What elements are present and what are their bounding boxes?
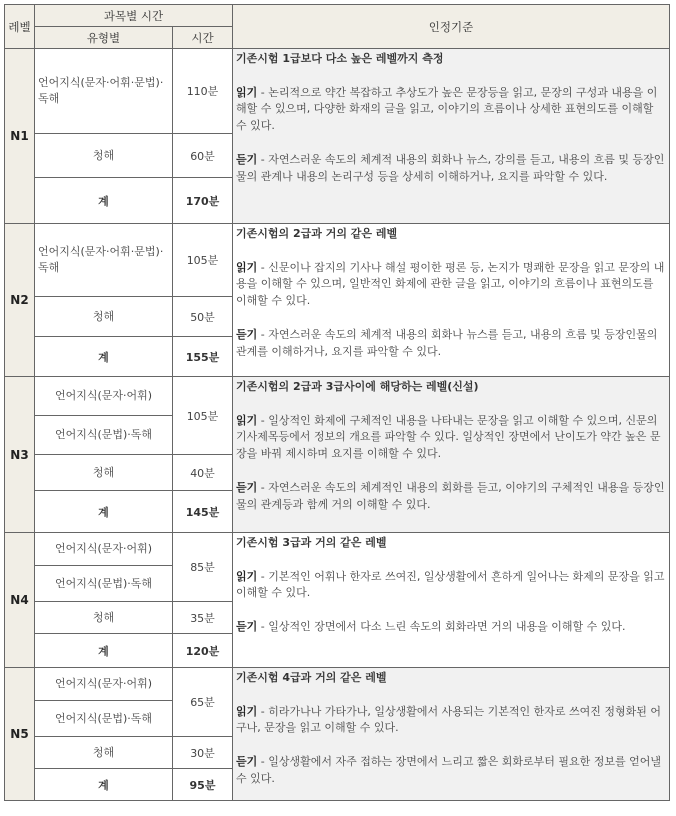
n1-read-text: - 논리적으로 약간 복잡하고 추상도가 높은 문장등을 읽고, 문장의 구성과 내용을 이해할 수 있으며, 다양한 화재의 글을 읽고, 이야기의 흐름이나 상세한 표현의도를 이해할 수 있다. — [236, 85, 658, 133]
n1-type-1: 언어지식(문자·어휘·문법)·독해 — [35, 49, 173, 134]
n1-total-label: 계 — [35, 178, 173, 224]
n2-type-2: 청해 — [35, 297, 173, 337]
n3-type-2: 언어지식(문법)·독해 — [35, 416, 173, 455]
n1-listen — [236, 152, 666, 186]
n2-type-1: 언어지식(문자·어휘·문법)·독해 — [35, 224, 173, 297]
n2-time-2: 50분 — [173, 297, 233, 337]
n1-time-1: 110분 — [173, 49, 233, 134]
n3-read — [236, 413, 666, 463]
n3-criteria — [233, 377, 670, 533]
n5-read-text: - 히라가나나 가타가나, 일상생활에서 사용되는 기본적인 한자로 쓰여진 정형화된 어구나, 문장을 읽고 이해할 수 있다. — [236, 704, 661, 735]
n4-time-1: 85분 — [173, 533, 233, 602]
n5-read — [236, 704, 666, 738]
n4-read — [236, 569, 666, 603]
n1-time-2: 60분 — [173, 134, 233, 178]
n4-type-1: 언어지식(문자·어휘) — [35, 533, 173, 566]
n1-criteria — [233, 49, 670, 224]
n5-total-label: 계 — [35, 769, 173, 801]
n3-listen-text: - 자연스러운 속도의 체계적인 내용의 회화를 듣고, 이야기의 구체적인 내용을 등장인물의 관계등과 함께 거의 이해할 수 있다. — [236, 480, 665, 511]
n5-read-label: 읽기 — [236, 704, 258, 718]
n4-time-3: 35분 — [173, 602, 233, 634]
level-n2: N2 — [5, 224, 35, 377]
n4-type-3: 청해 — [35, 602, 173, 634]
n2-time-1: 105분 — [173, 224, 233, 297]
n3-type-1: 언어지식(문자·어휘) — [35, 377, 173, 416]
n3-summary: 기존시험의 2급과 3급사이에 해당하는 레벨(신설) — [236, 380, 479, 393]
n4-criteria — [233, 533, 670, 668]
n2-summary: 기존시험의 2급과 거의 같은 레벨 — [236, 227, 398, 240]
n5-type-2: 언어지식(문법)·독해 — [35, 701, 173, 737]
n5-criteria — [233, 668, 670, 801]
n1-read — [236, 85, 666, 135]
n3-total: 145분 — [173, 491, 233, 533]
n1-type-2: 청해 — [35, 134, 173, 178]
n4-total: 120분 — [173, 634, 233, 668]
header-type: 유형별 — [35, 27, 173, 49]
n1-listen-label: 듣기 — [236, 152, 258, 166]
n5-time-3: 30분 — [173, 737, 233, 769]
level-n1: N1 — [5, 49, 35, 224]
n2-criteria — [233, 224, 670, 377]
n4-type-2: 언어지식(문법)·독해 — [35, 566, 173, 602]
n1-read-label: 읽기 — [236, 85, 258, 99]
n4-summary: 기존시험 3급과 거의 같은 레벨 — [236, 536, 387, 549]
n3-read-text: - 일상적인 화제에 구체적인 내용을 나타내는 문장을 읽고 이해할 수 있으며, 신문의 기사제목등에서 정보의 개요를 파악할 수 있다. 일상적인 장면에서 난이도가 약간 높은 문장을 바꿔 제시하며 요지를 이해할 수 있다. — [236, 413, 661, 461]
n5-listen-label: 듣기 — [236, 754, 258, 768]
jlpt-level-table — [4, 4, 670, 801]
n5-type-1: 언어지식(문자·어휘) — [35, 668, 173, 701]
n3-total-label: 계 — [35, 491, 173, 533]
n1-listen-text: - 자연스러운 속도의 체계적 내용의 회화나 뉴스, 강의를 듣고, 내용의 흐름 및 등장인물의 관계나 내용의 논리구성 등을 상세히 이해하거나, 요지를 파악할 수 있다. — [236, 152, 665, 183]
n5-type-3: 청해 — [35, 737, 173, 769]
n3-read-label: 읽기 — [236, 413, 258, 427]
n5-listen-text: - 일상생활에서 자주 접하는 장면에서 느리고 짧은 회화로부터 필요한 정보를 얻어낼 수 있다. — [236, 754, 661, 785]
n4-listen-text: - 일상적인 장면에서 다소 느린 속도의 회화라면 거의 내용을 이해할 수 있다. — [257, 619, 626, 633]
n3-listen-label: 듣기 — [236, 480, 258, 494]
n5-summary: 기존시험 4급과 거의 같은 레벨 — [236, 671, 387, 684]
n3-type-3: 청해 — [35, 455, 173, 491]
header-level: 레벨 — [5, 5, 35, 49]
header-group: 과목별 시간 — [35, 5, 233, 27]
level-n3: N3 — [5, 377, 35, 533]
n4-read-label: 읽기 — [236, 569, 258, 583]
n1-total: 170분 — [173, 178, 233, 224]
n5-listen — [236, 754, 666, 788]
header-time: 시간 — [173, 27, 233, 49]
n1-summary: 기존시험 1급보다 다소 높은 레벨까지 측정 — [236, 52, 444, 65]
n4-listen — [236, 619, 666, 636]
n5-total: 95분 — [173, 769, 233, 801]
n5-time-1: 65분 — [173, 668, 233, 737]
n3-listen — [236, 480, 666, 514]
n2-listen — [236, 327, 666, 361]
n2-listen-label: 듣기 — [236, 327, 258, 341]
n2-read — [236, 260, 666, 310]
n3-time-3: 40분 — [173, 455, 233, 491]
n2-listen-text: - 자연스러운 속도의 체계적 내용의 회화나 뉴스를 듣고, 내용의 흐름 및 등장인물의 관계를 이해하거나, 요지를 파악할 수 있다. — [236, 327, 658, 358]
level-n4: N4 — [5, 533, 35, 668]
header-criteria: 인정기준 — [233, 5, 670, 49]
n2-total: 155분 — [173, 337, 233, 377]
n2-total-label: 계 — [35, 337, 173, 377]
n2-read-label: 읽기 — [236, 260, 258, 274]
n4-total-label: 계 — [35, 634, 173, 668]
n2-read-text: - 신문이나 잡지의 기사나 해설 평이한 평론 등, 논지가 명쾌한 문장을 읽고 문장의 내용을 이해할 수 있으며, 일반적인 화제에 관한 글을 읽고, 이야기의 흐름이나 표현의도를 이해할 수 있다. — [236, 260, 665, 308]
level-n5: N5 — [5, 668, 35, 801]
n4-read-text: - 기본적인 어휘나 한자로 쓰여진, 일상생활에서 흔하게 일어나는 화제의 문장을 읽고 이해할 수 있다. — [236, 569, 665, 600]
n3-time-1: 105분 — [173, 377, 233, 455]
n4-listen-label: 듣기 — [236, 619, 258, 633]
